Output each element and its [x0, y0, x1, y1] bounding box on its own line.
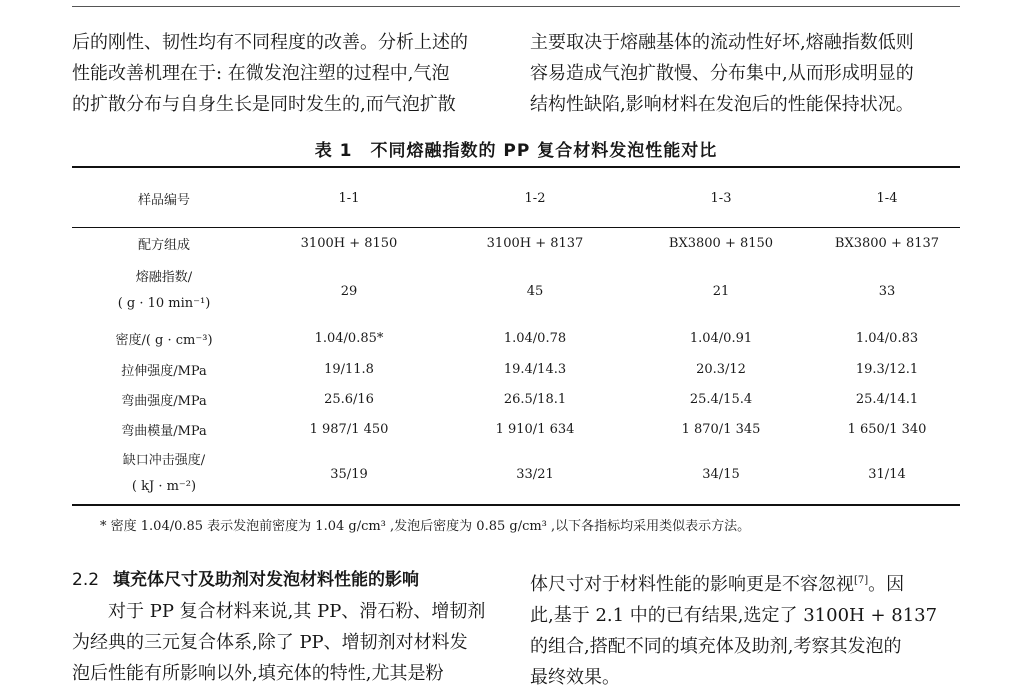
paragraph-line: 此,基于 2.1 中的已有结果,选定了 3100H + 8137: [530, 605, 938, 626]
paragraph-line: 性能改善机理在于: 在微发泡注塑的过程中,气泡: [72, 63, 450, 84]
table-cell: 34/15: [702, 466, 740, 482]
table-cell: 19.3/12.1: [855, 361, 919, 377]
table-cell: 19.4/14.3: [503, 361, 567, 377]
table-cell: 1 910/1 634: [495, 421, 575, 437]
section-left-column: [72, 565, 500, 689]
table-cell: 25.6/16: [324, 391, 374, 407]
top-right-paragraph: [530, 27, 958, 120]
table-cell: 3100H + 8150: [300, 236, 398, 251]
table-cell: 26.5/18.1: [503, 391, 567, 407]
table-cell: 1.04/0.91: [689, 330, 753, 346]
table-cell: 3100H + 8137: [486, 236, 584, 251]
page-top-rule: [72, 6, 960, 7]
paragraph-line: 为经典的三元复合体系,除了 PP、增韧剂对材料发: [72, 632, 468, 653]
table-row: [72, 354, 960, 384]
sample-id: 1-4: [876, 191, 898, 206]
paragraph-line: 后的刚性、韧性均有不同程度的改善。分析上述的: [72, 32, 468, 53]
table-cell: 20.3/12: [696, 361, 746, 377]
table-cell: BX3800 + 8137: [834, 236, 940, 251]
table-row: [72, 414, 960, 444]
table-cell: 21: [712, 283, 730, 299]
paragraph-line: 结构性缺陷,影响材料在发泡后的性能保持状况。: [530, 94, 914, 115]
paragraph-line: 泡后性能有所影响以外,填充体的特性,尤其是粉: [72, 663, 444, 684]
table-cell: BX3800 + 8150: [668, 236, 774, 251]
citation-ref[interactable]: [7]: [854, 575, 869, 586]
row-label: 密度/( g · cm⁻³): [115, 332, 213, 348]
row-label: [72, 260, 256, 322]
row-label-line: 缺口冲击强度/: [122, 453, 206, 468]
table-cell: 1.04/0.83: [855, 330, 919, 346]
table-row: [72, 227, 960, 260]
header-label: 样品编号: [137, 193, 190, 208]
table-cell: 33: [878, 283, 896, 299]
paragraph-line: 的扩散分布与自身生长是同时发生的,而气泡扩散: [72, 94, 456, 115]
section-title: 填充体尺寸及助剂对发泡材料性能的影响: [113, 570, 420, 590]
paragraph-line: 主要取决于熔融基体的流动性好坏,熔融指数低则: [530, 32, 914, 53]
table-row: [72, 384, 960, 414]
table-title: 表 1 不同熔融指数的 PP 复合材料发泡性能对比: [314, 141, 718, 161]
row-label-unit: ( g · 10 min⁻¹): [117, 296, 211, 311]
row-label: 拉伸强度/MPa: [121, 363, 207, 379]
table-header-row: [72, 170, 960, 227]
table-row: [72, 260, 960, 322]
table-row: [72, 444, 960, 504]
table-cell: 29: [340, 283, 358, 299]
table-cell: 33/21: [516, 466, 554, 482]
table-bottom-rule: [72, 504, 960, 506]
data-table: [72, 170, 960, 504]
sample-id: 1-2: [524, 191, 546, 206]
row-label: [72, 444, 256, 504]
text-run: 。因: [868, 574, 905, 595]
table-cell: 31/14: [868, 466, 906, 482]
row-label: 配方组成: [137, 238, 190, 253]
table-cell: 1 650/1 340: [847, 421, 927, 437]
table-cell: 25.4/15.4: [689, 391, 753, 407]
table-cell: 35/19: [330, 466, 368, 482]
section-heading: [72, 565, 500, 596]
paragraph-line: 容易造成气泡扩散慢、分布集中,从而形成明显的: [530, 63, 914, 84]
table-footnote: * 密度 1.04/0.85 表示发泡前密度为 1.04 g/cm³ ,发泡后密度为 0.85 g/cm³ ,以下各指标均采用类似表示方法。: [100, 519, 751, 534]
sample-id: 1-1: [338, 191, 360, 206]
table-cell: 1.04/0.85*: [314, 330, 384, 346]
paragraph-line: 的组合,搭配不同的填充体及助剂,考察其发泡的: [530, 636, 902, 657]
row-label-line: 熔融指数/: [135, 270, 193, 285]
paragraph-line: 对于 PP 复合材料来说,其 PP、滑石粉、增韧剂: [108, 601, 486, 622]
sample-id: 1-3: [710, 191, 732, 206]
section-number: 2.2: [72, 570, 100, 590]
table-cell: 45: [526, 283, 544, 299]
table-cell: 25.4/14.1: [855, 391, 919, 407]
table-cell: 1.04/0.78: [503, 330, 567, 346]
text-run: 体尺寸对于材料性能的影响更是不容忽视: [530, 574, 854, 595]
table-cell: 19/11.8: [324, 361, 374, 377]
paragraph-line: [530, 565, 958, 600]
table-row: [72, 322, 960, 354]
section-right-column: [530, 565, 958, 693]
table-top-rule: [72, 166, 960, 168]
row-label: 弯曲强度/MPa: [121, 393, 207, 409]
table-cell: 1 987/1 450: [309, 421, 389, 437]
row-label-unit: ( kJ · m⁻²): [131, 479, 197, 494]
paragraph-line: 最终效果。: [530, 667, 620, 688]
top-left-paragraph: [72, 27, 500, 120]
row-label: 弯曲模量/MPa: [121, 423, 207, 439]
table-cell: 1 870/1 345: [681, 421, 761, 437]
